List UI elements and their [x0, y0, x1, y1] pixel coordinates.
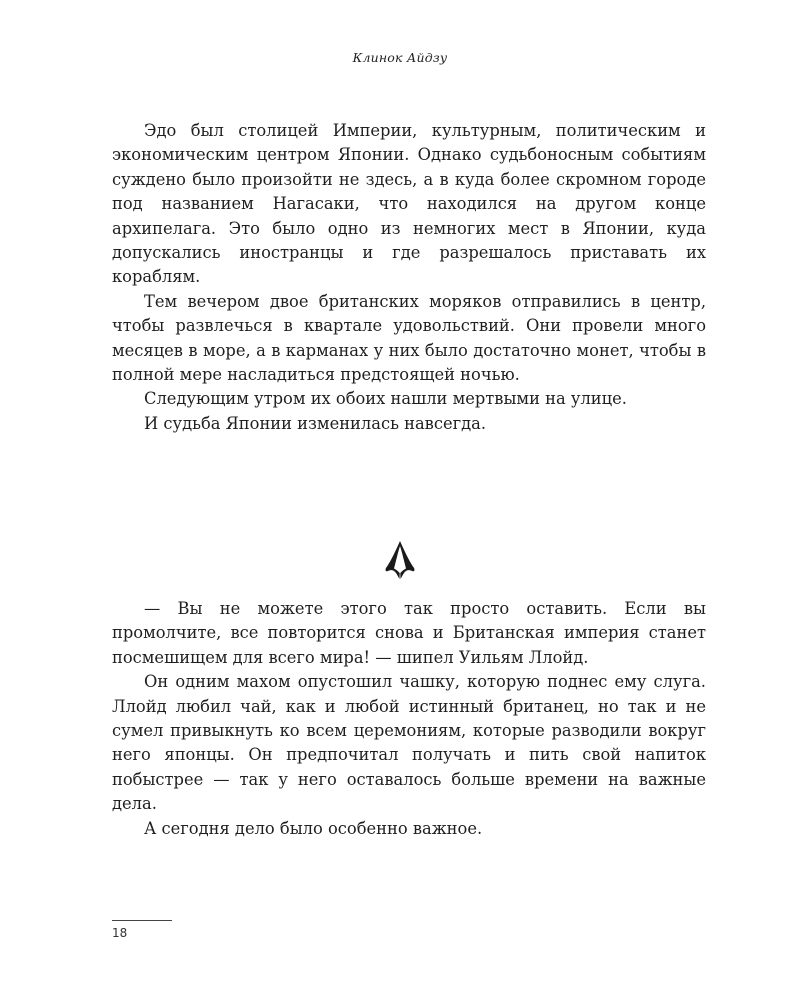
text-section-1 [112, 119, 706, 436]
page-number: 18 [112, 926, 128, 940]
paragraph: Следующим утром их обоих нашли мертвыми на улице. [144, 389, 627, 409]
paragraph: И судьба Японии изменилась навсегда. [144, 413, 487, 433]
paragraph: Тем вечером двое британских моряков отправились в центр, чтобы развлечься в квартале удовольствий. Они провели много месяцев в море, а в карманах у них было достаточно монет, чтобы в полной мере насладиться предстоящей ночью. [112, 291, 706, 385]
text-section-2 [112, 597, 706, 841]
paragraph: Эдо был столицей Империи, культурным, политическим и экономическим центром Японии. Однако судьбоносным событиям суждено было произойти не здесь, а в куда более скромном городе под названием Нагасаки, что находился на другом конце архипелага. Это было одно из немногих мест в Японии, куда допускались иностранцы и где разрешалось приставать их кораблям. [112, 121, 706, 287]
assassin-insignia-icon [384, 540, 416, 580]
running-title: Клинок Айдзу [352, 50, 448, 65]
footer-rule [112, 920, 172, 921]
paragraph: — Вы не можете этого так просто оставить. Если вы промолчите, все повторится снова и Британская империя станет посмешищем для всего мира! — шипел Уильям Ллойд. [112, 599, 706, 667]
paragraph: Он одним махом опустошил чашку, которую поднес ему слуга. Ллойд любил чай, как и любой истинный британец, но так и не сумел привыкнуть ко всем церемониям, которые разводили вокруг него японцы. Он предпочитал получать и пить свой напиток побыстрее — так у него оставалось больше времени на важные дела. [112, 672, 706, 814]
paragraph: А сегодня дело было особенно важное. [144, 818, 483, 838]
